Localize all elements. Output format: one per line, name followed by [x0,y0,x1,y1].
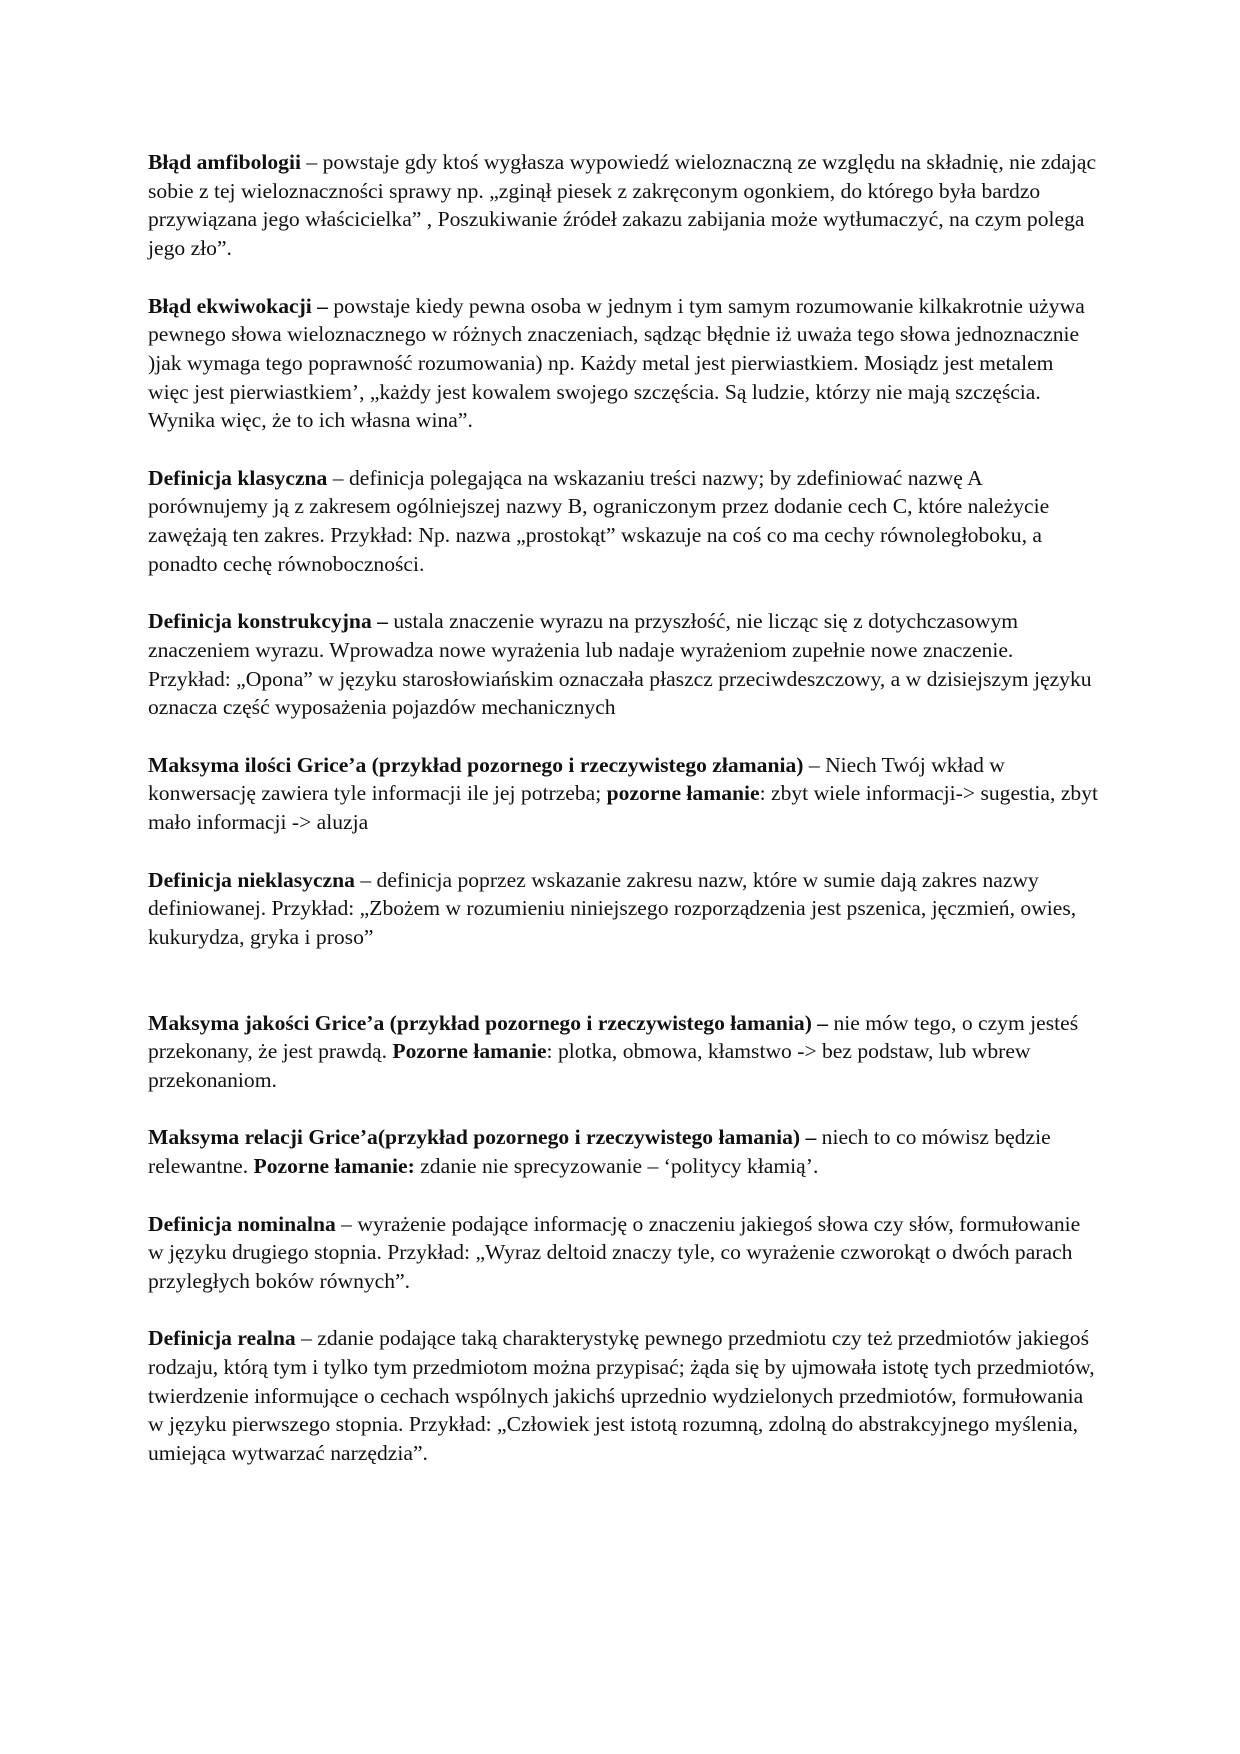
entry-text: – powstaje gdy ktoś wygłasza wypowiedź wieloznaczną ze względu na składnię, nie zdając sobie z tej wieloznaczności sprawy np. „zginął piesek z zakręconym ogonkiem, do którego była bardzo przywiązana jego właścicielka” , Poszukiwanie źródeł zakazu zabijania może wytłumaczyć, na czym polega jego zło”. [148,150,1097,261]
entry-term: Błąd ekwiwokacji – [148,293,328,318]
entry-keyword: Pozorne łamanie [392,1039,547,1064]
entry-text: ustala znaczenie wyrazu na przyszłość, nie licząc się z dotychczasowym znaczeniem wyrazu. Wprowadza nowe wyrażenia lub nadaje wyrażeniom zupełnie nowe znaczenie. Przykład: „Opona” w języku starosłowiańskim oznaczała płaszcz przeciwdeszczowy, a w dzisiejszym języku oznacza część wyposażenia pojazdów mechanicznych [148,609,1092,720]
entry-definicja-konstrukcyjna [148,607,1098,722]
document-body [148,148,1098,1497]
entry-keyword: pozorne łamanie [606,781,760,806]
entry-blad-amfibologii [148,148,1098,263]
entry-text: powstaje kiedy pewna osoba w jednym i tym samym rozumowanie kilkakrotnie używa pewnego słowa wieloznacznego w różnych znaczeniach, sądząc błędnie iż uważa tego słowa jednoznacznie )jak wymaga tego poprawność rozumowania) np. Każdy metal jest pierwiastkiem. Mosiądz jest metalem więc jest pierwiastkiem’, „każdy jest kowalem swojego szczęścia. Są ludzie, którzy nie mają szczęścia. Wynika więc, że to ich własna wina”. [148,293,1085,433]
entry-term: Maksyma jakości Grice’a (przykład pozornego i rzeczywistego łamania) – [148,1010,829,1035]
entry-definicja-nieklasyczna [148,866,1098,952]
entry-keyword: Pozorne łamanie: [253,1154,415,1179]
entry-text: niech to co mówisz będzie relewantne. [148,1125,1051,1179]
entry-text: – definicja polegająca na wskazaniu treści nazwy; by zdefiniować nazwę A porównujemy ją z zakresem ogólniejszej nazwy B, ograniczonym przez dodanie cech C, które należycie zawężają ten zakres. Przykład: Np. nazwa „prostokąt” wskazuje na coś co ma cechy równoległoboku, a ponadto cechę równoboczności. [148,465,1050,576]
entry-term: Definicja realna [148,1326,296,1351]
entry-text: – zdanie podające taką charakterystykę pewnego przedmiotu czy też przedmiotów jakiegoś rodzaju, którą tym i tylko tym przedmiotom można przypisać; żąda się by ujmowała istotę tych przedmiotów, twierdzenie informujące o cechach wspólnych jakichś uprzednio wydzielonych przedmiotów, formułowania w języku pierwszego stopnia. Przykład: „Człowiek jest istotą rozumną, zdolną do abstrakcyjnego myślenia, umiejąca wytwarzać narzędzia”. [148,1326,1095,1466]
entry-text-continued: zdanie nie sprecyzowanie – ‘politycy kłamią’. [414,1154,819,1179]
entry-term: Maksyma ilości Grice’a (przykład pozornego i rzeczywistego złamania) [148,752,804,777]
entry-blad-ekwiwokacji [148,292,1098,436]
entry-term: Błąd amfibologii [148,150,301,174]
entry-text-continued: : plotka, obmowa, kłamstwo -> bez podstaw, lub wbrew przekonaniom. [148,1039,1031,1093]
entry-maksyma-ilosci [148,751,1098,837]
entry-term: Maksyma relacji Grice’a(przykład pozornego i rzeczywistego łamania) – [148,1125,817,1150]
entry-maksyma-jakosci [148,1009,1098,1095]
entry-text: nie mów tego, o czym jesteś przekonany, że jest prawdą. [148,1010,1079,1064]
entry-term: Definicja nieklasyczna [148,867,355,892]
entry-text: – definicja poprzez wskazanie zakresu nazw, które w sumie dają zakres nazwy definiowanej. Przykład: „Zbożem w rozumieniu niniejszego rozporządzenia jest pszenica, jęczmień, owies, kukurydza, gryka i proso” [148,867,1077,949]
entry-text: – wyrażenie podające informację o znaczeniu jakiegoś słowa czy słów, formułowanie w języku drugiego stopnia. Przykład: „Wyraz deltoid znaczy tyle, co wyrażenie czworokąt o dwóch parach przyległych boków równych”. [148,1211,1081,1293]
entry-term: Definicja konstrukcyjna – [148,609,388,634]
entry-term: Definicja nominalna [148,1211,336,1236]
entry-text-continued: : zbyt wiele informacji-> sugestia, zbyt mało informacji -> aluzja [148,781,1098,835]
entry-definicja-nominalna [148,1210,1098,1296]
entry-maksyma-relacji [148,1123,1098,1180]
entry-text: – Niech Twój wkład w konwersację zawiera tyle informacji ile jej potrzeba; [148,752,1005,806]
entry-definicja-realna [148,1324,1098,1468]
entry-definicja-klasyczna [148,464,1098,579]
entry-term: Definicja klasyczna [148,465,328,490]
